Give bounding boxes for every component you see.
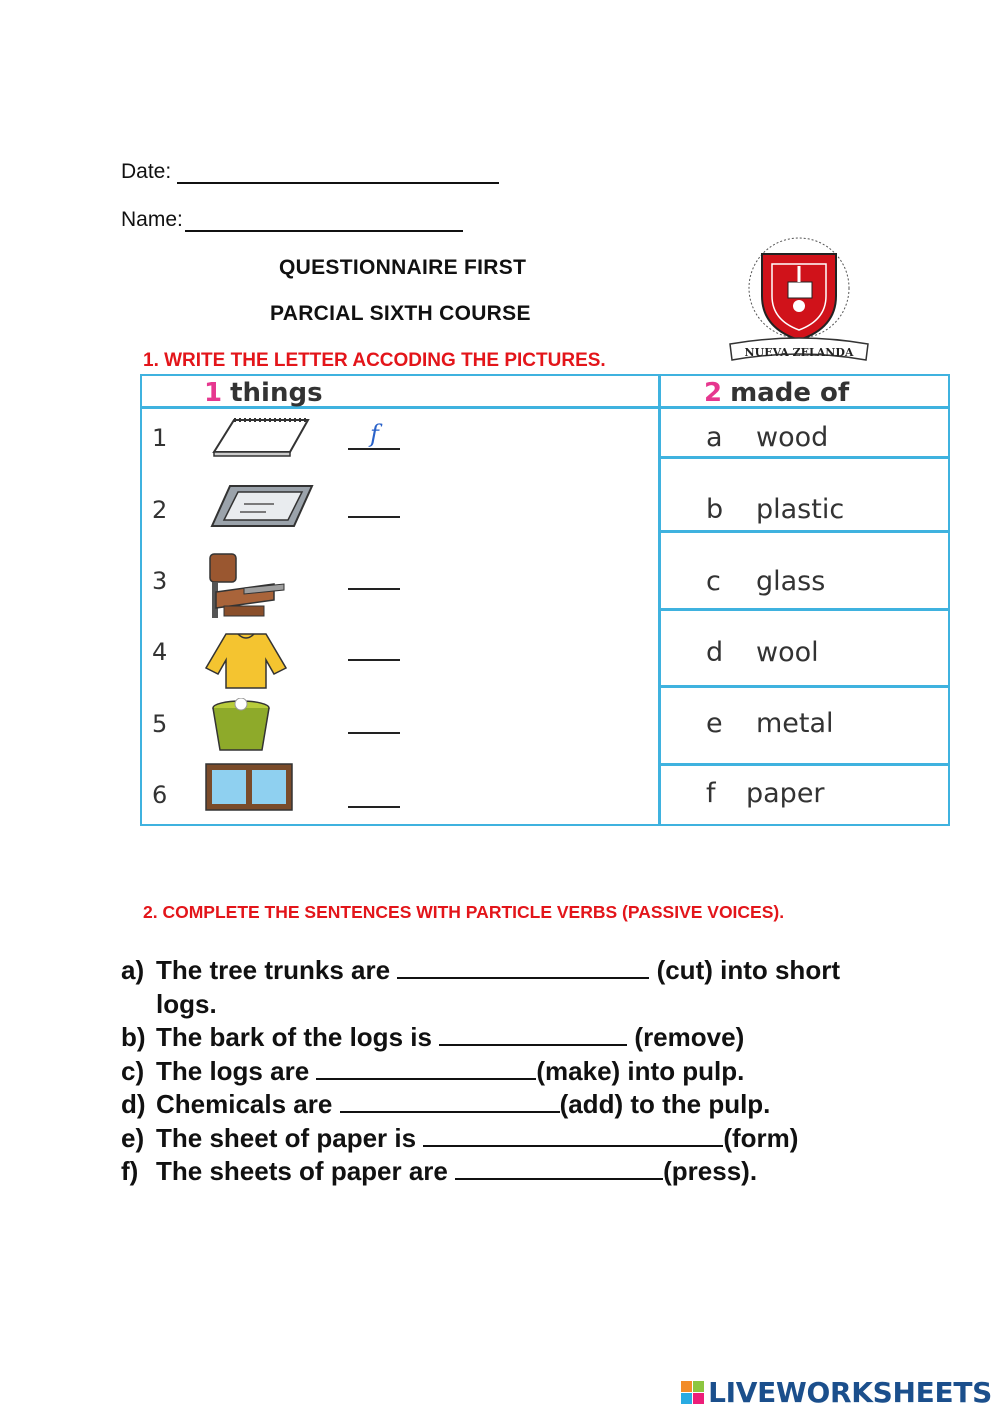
row-divider bbox=[660, 608, 948, 611]
answer-blank-2[interactable] bbox=[348, 516, 400, 518]
row-number: 6 bbox=[152, 781, 168, 809]
sentence-blank-e[interactable] bbox=[423, 1123, 723, 1147]
answer-blank-3[interactable] bbox=[348, 588, 400, 590]
date-field bbox=[121, 160, 499, 184]
material-word: glass bbox=[756, 566, 826, 597]
answer-blank-6[interactable] bbox=[348, 806, 400, 808]
answer-blank-4[interactable] bbox=[348, 659, 400, 661]
material-letter: b bbox=[706, 494, 724, 525]
row-divider bbox=[660, 530, 948, 533]
sentence-label: a) bbox=[121, 955, 145, 985]
material-a bbox=[706, 422, 828, 453]
tray-picture bbox=[208, 478, 316, 534]
material-e bbox=[706, 708, 834, 739]
answer-blank-1[interactable] bbox=[348, 448, 400, 450]
sentence-text-after: (add) to the pulp. bbox=[559, 1089, 771, 1119]
material-letter: a bbox=[706, 422, 723, 453]
date-input-line[interactable] bbox=[177, 162, 499, 184]
sentence-b bbox=[121, 1021, 921, 1055]
row-divider bbox=[660, 456, 948, 459]
sentence-text-before: The bark of the logs is bbox=[156, 1022, 432, 1052]
sentence-text-after: (remove) bbox=[634, 1022, 745, 1052]
sentence-text-after: (form) bbox=[723, 1122, 799, 1153]
sentence-text-before: The logs are bbox=[156, 1055, 310, 1086]
made-of-header-number: 2 bbox=[704, 378, 723, 408]
logo-text: NUEVA ZELANDA bbox=[744, 346, 854, 359]
sentence-text-before: Chemicals are bbox=[156, 1089, 333, 1119]
sentence-blank-f[interactable] bbox=[455, 1156, 663, 1180]
notebook-picture bbox=[210, 416, 312, 460]
material-word: wood bbox=[756, 422, 829, 453]
sentence-label: c) bbox=[121, 1055, 145, 1086]
date-label: Date: bbox=[121, 160, 172, 183]
section1-title: 1. WRITE THE LETTER ACCODING THE PICTURES. bbox=[143, 350, 606, 371]
sentence-list bbox=[121, 954, 921, 1189]
row-number: 2 bbox=[152, 496, 168, 524]
sweater-picture bbox=[204, 628, 288, 692]
material-word: wool bbox=[756, 637, 819, 668]
name-label: Name: bbox=[121, 208, 183, 231]
liveworksheets-brand: LIVEWORKSHEETS bbox=[708, 1376, 992, 1409]
row-divider bbox=[660, 763, 948, 766]
material-b bbox=[706, 494, 844, 525]
sentence-c bbox=[121, 1055, 921, 1089]
matching-table bbox=[140, 374, 950, 826]
sentence-blank-b[interactable] bbox=[439, 1022, 627, 1046]
sentence-text-before: The sheet of paper is bbox=[156, 1122, 417, 1153]
material-word: metal bbox=[756, 708, 834, 739]
liveworksheets-icon bbox=[681, 1379, 705, 1407]
column-divider bbox=[658, 376, 661, 824]
chair-picture bbox=[204, 550, 288, 622]
things-header bbox=[204, 378, 323, 408]
row-number: 5 bbox=[152, 710, 168, 738]
sentence-text-continuation: logs. bbox=[156, 988, 217, 1019]
sentence-a bbox=[121, 954, 921, 1021]
material-letter: f bbox=[706, 778, 716, 809]
sentence-e bbox=[121, 1122, 921, 1156]
made-of-header-title: made of bbox=[730, 378, 850, 408]
sentence-blank-c[interactable] bbox=[316, 1056, 536, 1080]
sentence-text-before: The tree trunks are bbox=[156, 955, 391, 985]
name-input-line[interactable] bbox=[185, 210, 463, 232]
sentence-label: f) bbox=[121, 1156, 139, 1186]
section2-title: 2. COMPLETE THE SENTENCES WITH PARTICLE VERBS (PASSIVE VOICES). bbox=[143, 902, 785, 922]
page-title: QUESTIONNAIRE FIRST bbox=[279, 256, 527, 279]
sentence-text-after: (make) into pulp. bbox=[536, 1055, 745, 1086]
sentence-label: b) bbox=[121, 1022, 146, 1052]
material-letter: d bbox=[706, 637, 724, 668]
name-field bbox=[121, 208, 463, 232]
sentence-text-after: (press). bbox=[663, 1156, 758, 1186]
sentence-label: d) bbox=[121, 1089, 146, 1119]
material-d bbox=[706, 637, 819, 668]
sentence-blank-d[interactable] bbox=[340, 1089, 560, 1113]
answer-1[interactable]: f bbox=[370, 420, 379, 448]
sentence-text-after: (cut) into short bbox=[656, 955, 840, 985]
material-letter: e bbox=[706, 708, 723, 739]
school-crest-logo bbox=[726, 236, 872, 364]
page-subtitle: PARCIAL SIXTH COURSE bbox=[270, 302, 531, 325]
material-c bbox=[706, 566, 825, 597]
answer-blank-5[interactable] bbox=[348, 732, 400, 734]
sentence-d bbox=[121, 1088, 921, 1122]
window-picture bbox=[204, 762, 296, 812]
row-number: 4 bbox=[152, 638, 168, 666]
material-letter: c bbox=[706, 566, 721, 597]
made-of-header bbox=[704, 378, 849, 408]
things-header-title: things bbox=[230, 378, 323, 408]
material-word: plastic bbox=[756, 494, 845, 525]
material-f bbox=[706, 778, 825, 809]
sentence-blank-a[interactable] bbox=[397, 955, 649, 979]
sentence-f bbox=[121, 1155, 921, 1189]
waste-bin-picture bbox=[210, 698, 272, 754]
things-header-number: 1 bbox=[204, 378, 223, 408]
row-divider bbox=[660, 685, 948, 688]
row-number: 3 bbox=[152, 567, 168, 595]
material-word: paper bbox=[746, 778, 825, 809]
sentence-text-before: The sheets of paper are bbox=[156, 1156, 448, 1186]
row-number: 1 bbox=[152, 424, 168, 452]
liveworksheets-footer bbox=[681, 1376, 992, 1409]
sentence-label: e) bbox=[121, 1122, 145, 1153]
